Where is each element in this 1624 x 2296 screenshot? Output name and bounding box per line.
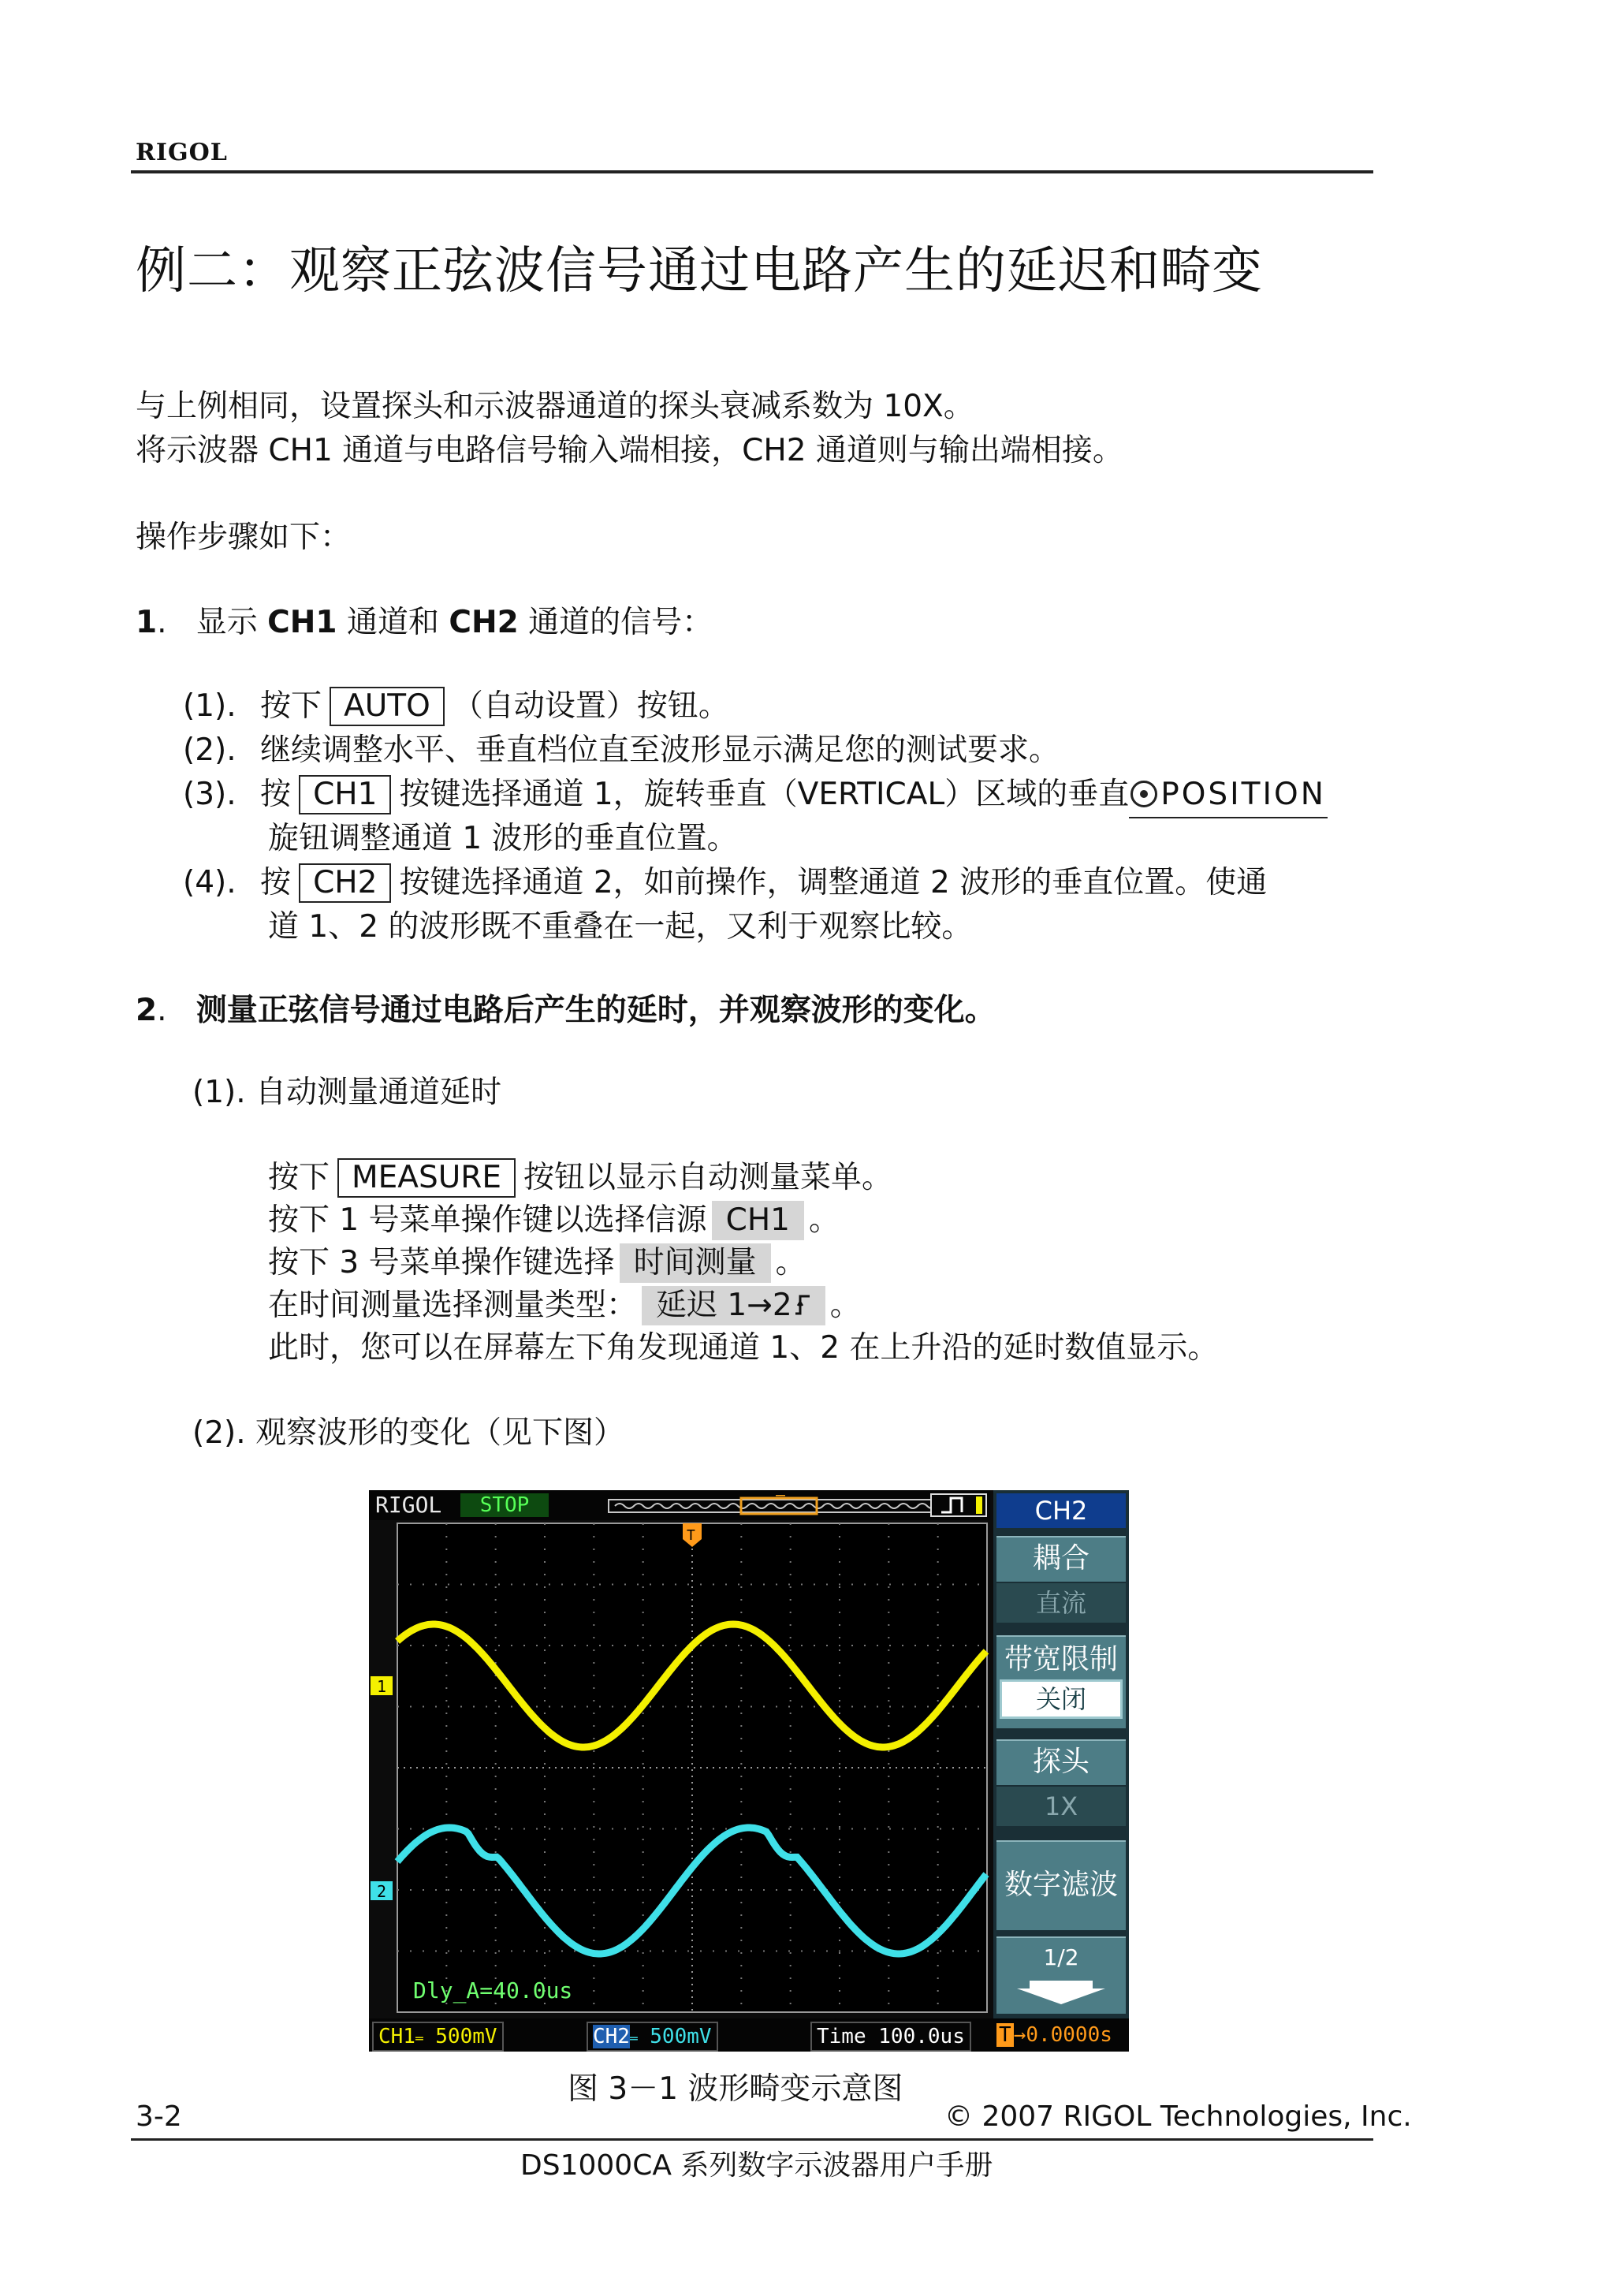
- item-number: (2).: [183, 732, 237, 768]
- intro-line-1: 与上例相同，设置探头和示波器通道的探头衰减系数为 10X。: [136, 389, 974, 424]
- ch2-key: CH2: [299, 863, 391, 903]
- oscilloscope-screen: [369, 1490, 1129, 2052]
- scope-brand: RIGOL: [375, 1492, 442, 1518]
- item-text: 继续调整水平、垂直档位直至波形显示满足您的测试要求。: [260, 732, 1060, 768]
- position-knob-label: [1129, 773, 1328, 818]
- scope-top-bar: [369, 1490, 990, 1520]
- figure-caption: 图 3－1 波形畸变示意图: [568, 2071, 903, 2107]
- line-post: 。: [775, 1245, 806, 1280]
- ch2-side-menu: [993, 1490, 1129, 2052]
- measure-line-3: [268, 1241, 806, 1285]
- run-status-badge: STOP: [460, 1493, 549, 1517]
- item-post: 按键选择通道 2，如前操作，调整通道 2 波形的垂直位置。使通: [399, 865, 1268, 900]
- coupling-value: 直流: [996, 1583, 1126, 1623]
- auto-key: AUTO: [330, 687, 445, 726]
- measure-line-2: [268, 1198, 840, 1243]
- line-pre: 按下 1 号菜单操作键以选择信源: [268, 1202, 707, 1238]
- step2-sub1: [192, 1071, 501, 1115]
- step1-item4: [183, 861, 1267, 905]
- trigger-marker-label: T: [687, 1527, 695, 1544]
- memory-position-bar: [607, 1495, 954, 1517]
- line-post: 。: [808, 1202, 840, 1238]
- trigger-offset-readout: T →0.0000s: [992, 2022, 1117, 2048]
- knob-text: POSITION: [1160, 777, 1326, 812]
- waveform-plot: [369, 1520, 993, 2018]
- page-title: 例二：观察正弦波信号通过电路产生的延迟和畸变: [136, 242, 1263, 300]
- probe-button[interactable]: 探头: [996, 1739, 1126, 1785]
- coupling-button[interactable]: 耦合: [996, 1536, 1126, 1582]
- measure-line-4: [268, 1284, 861, 1328]
- bandwidth-limit-value: 关闭: [1000, 1679, 1123, 1719]
- source-softkey-label: CH1: [712, 1201, 804, 1240]
- rising-edge-icon: [794, 1293, 811, 1317]
- step1-item2: [183, 729, 1060, 773]
- step1-item3: [183, 773, 1328, 818]
- trigger-offset-value: 0.0000s: [1026, 2023, 1112, 2047]
- header-brand: RIGOL: [136, 139, 228, 166]
- header-rule: [131, 170, 1373, 173]
- next-page-button[interactable]: [996, 1936, 1126, 2014]
- line-pre: 按下 3 号菜单操作键选择: [268, 1245, 615, 1280]
- step1-pre: 显示: [196, 605, 268, 640]
- delay-measurement-readout: Dly_A=40.0us: [413, 1977, 573, 2003]
- bw-label: 带宽限制: [1004, 1643, 1118, 1675]
- line-post: 。: [829, 1288, 861, 1323]
- trigger-edge-icon: [930, 1493, 989, 1517]
- step1-item1: [183, 684, 729, 729]
- item-number: (4).: [183, 865, 237, 900]
- delay-softkey-label: [642, 1286, 825, 1325]
- item-text: 自动测量通道延时: [255, 1075, 502, 1110]
- knob-icon: [1130, 781, 1157, 807]
- line-pre: 按下: [268, 1160, 330, 1195]
- ch2-marker-label: 2: [377, 1882, 387, 1901]
- trigger-offset-icon: T: [996, 2023, 1014, 2047]
- item-text: 观察波形的变化（见下图）: [255, 1415, 625, 1451]
- ch1-key: CH1: [299, 775, 391, 814]
- step2-sub2: [192, 1411, 624, 1456]
- ch1-marker-label: 1: [377, 1677, 387, 1696]
- step1-ch2: CH2: [449, 605, 519, 640]
- ch2-label: CH2: [593, 2025, 630, 2048]
- item-pre: 按下: [260, 688, 322, 724]
- measure-line-5: 此时，您可以在屏幕左下角发现通道 1、2 在上升沿的延时数值显示。: [268, 1330, 1219, 1366]
- copyright: © 2007 RIGOL Technologies, Inc.: [944, 2100, 1412, 2133]
- step1-ch1: CH1: [267, 605, 337, 640]
- item-pre: 按: [260, 777, 292, 812]
- step1-heading: 1. 显示 CH1 通道和 CH2 通道的信号：: [136, 605, 713, 640]
- step2-heading: 2. 测量正弦信号通过电路后产生的延时，并观察波形的变化。: [136, 993, 996, 1028]
- manual-title: DS1000CA 系列数字示波器用户手册: [520, 2149, 993, 2182]
- measure-key: MEASURE: [337, 1158, 516, 1198]
- item-post: 按键选择通道 1，旋转垂直（VERTICAL）区域的垂直: [399, 777, 1130, 812]
- scope-status-bar: [369, 2018, 1129, 2052]
- delay-text: 延迟 1→2: [656, 1288, 792, 1323]
- step1-item3-line2: 旋钮调整通道 1 波形的垂直位置。: [268, 821, 738, 856]
- steps-heading: 操作步骤如下：: [136, 520, 352, 555]
- page-indicator: 1/2: [1043, 1944, 1079, 1970]
- item-number: (2).: [192, 1415, 246, 1451]
- step2-number: 2: [136, 993, 158, 1028]
- time-label: Time: [817, 2025, 866, 2048]
- footer-rule: [131, 2138, 1373, 2141]
- measure-line-1: [268, 1156, 892, 1200]
- intro-line-2: 将示波器 CH1 通道与电路信号输入端相接，CH2 通道则与输出端相接。: [136, 433, 1123, 468]
- ch1-label: CH1: [378, 2025, 415, 2048]
- item-post: （自动设置）按钮。: [452, 688, 729, 724]
- probe-value: 1X: [996, 1787, 1126, 1826]
- item-number: (1).: [192, 1075, 246, 1110]
- ch2-scale: 500mV: [650, 2025, 712, 2048]
- ch1-scale-readout: CH1═ 500mV: [372, 2022, 504, 2052]
- item-pre: 按: [260, 865, 292, 900]
- down-arrow-icon: [1014, 1977, 1108, 2006]
- page-number: 3-2: [136, 2100, 182, 2133]
- line-pre: 在时间测量选择测量类型：: [268, 1288, 638, 1323]
- step1-mid: 通道和: [337, 605, 449, 640]
- step1-number: 1: [136, 605, 158, 640]
- step1-item4-line2: 道 1、2 的波形既不重叠在一起，又利于观察比较。: [268, 909, 973, 945]
- ch2-scale-readout: CH2═ 500mV: [587, 2022, 718, 2052]
- step2-text: 测量正弦信号通过电路后产生的延时，并观察波形的变化。: [196, 993, 996, 1028]
- item-number: (3).: [183, 777, 237, 812]
- item-number: (1).: [183, 688, 237, 724]
- line-post: 按钮以显示自动测量菜单。: [523, 1160, 893, 1195]
- step1-post: 通道的信号：: [518, 605, 713, 640]
- time-measure-softkey-label: 时间测量: [620, 1243, 771, 1283]
- digital-filter-button[interactable]: 数字滤波: [996, 1840, 1126, 1930]
- ch1-scale: 500mV: [435, 2025, 497, 2048]
- timebase-readout: [810, 2022, 971, 2052]
- menu-title: CH2: [996, 1493, 1126, 1528]
- time-value: 100.0us: [878, 2025, 965, 2048]
